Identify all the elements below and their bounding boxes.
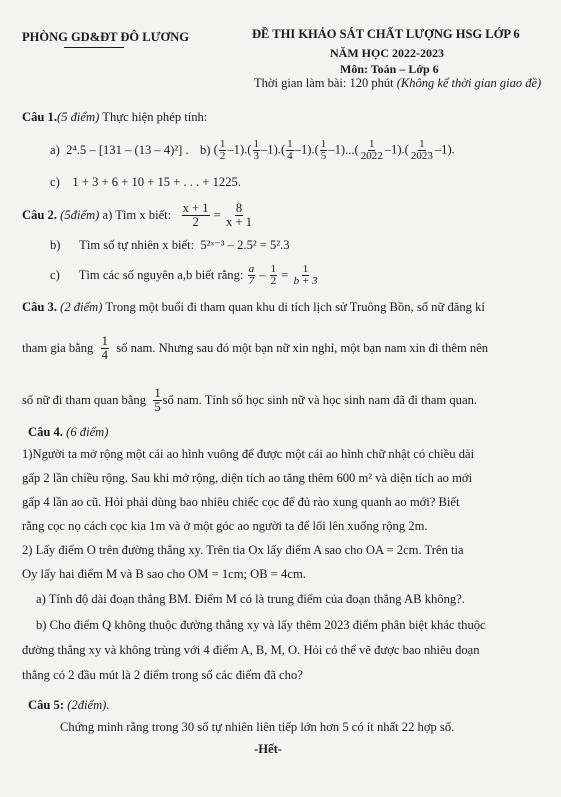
q2-part-c: c) Tìm các số nguyên a,b biết rằng: $\frac{a}{7}$ – $\frac{1}{2}$ = $\frac{1}{b + 3}$ — [50, 262, 318, 287]
subject: Môn: Toán – Lớp 6 — [340, 62, 439, 76]
q3-fraction-2: $\frac{1}{5}$ — [154, 385, 161, 414]
q2-part-b — [50, 237, 290, 253]
q1c-label: c) — [50, 175, 60, 189]
end-marker: -Hết- — [254, 742, 282, 756]
q4-p2-part-a: a) Tính độ dài đoạn thẳng BM. Điểm M có là trung điểm của đoạn thẳng AB không?. — [36, 592, 465, 606]
q1b-term-3: ( $\frac{1}{4}$ –1). — [280, 137, 315, 162]
q2-title: Câu 2. — [22, 207, 57, 222]
department-name: PHÒNG GD&ĐT ĐÔ LƯƠNG — [22, 30, 190, 44]
q4-points: (6 điểm) — [66, 425, 109, 439]
q2a-fraction-left: $\frac{x + 1}{2}$ — [182, 200, 209, 229]
q1-points: (5 điểm) — [57, 110, 100, 124]
q1b-term-4: ( $\frac{1}{5}$ –1) — [314, 137, 346, 162]
q3-fraction-1: $\frac{1}{4}$ — [101, 333, 108, 362]
q3-title: Câu 3. — [22, 300, 57, 314]
q1b-label: b) — [200, 142, 211, 157]
q2c-fraction-3: $\frac{1}{b + 3}$ — [293, 262, 318, 287]
q3-line-2: tham gia bằng $\frac{1}{4}$ số nam. Nhưng sau đó một bạn nữ xin nghỉ, một bạn nam xin đi thêm nên — [22, 333, 489, 362]
q2-points: (5điểm) — [60, 207, 100, 222]
q1b-dots: ... — [345, 142, 355, 157]
q5-points: (2điểm). — [67, 698, 110, 712]
q2b-label: b) — [50, 238, 61, 252]
q1b-term-6: ( $\frac{1}{2023}$ –1). — [404, 137, 455, 162]
time-main: Thời gian làm bài: 120 phút — [254, 76, 394, 90]
q2-heading: Câu 2. (5điểm) a) Tìm x biết: $\frac{x + 1}{2}$ = $\frac{8}{x + 1}$ — [22, 200, 253, 229]
q2a-fraction-right: $\frac{8}{x + 1}$ — [226, 200, 253, 229]
q2b-expression: 5²ˣ⁻³ – 2.5² = 5².3 — [200, 238, 290, 252]
q4-heading — [28, 425, 108, 440]
q4-title: Câu 4. — [28, 425, 63, 439]
q1-intro: Thực hiện phép tính: — [102, 110, 208, 124]
exam-title: ĐỀ THI KHẢO SÁT CHẤT LƯỢNG HSG LỚP 6 — [252, 27, 520, 41]
q4-p2b-line-3: thẳng có 2 đầu mút là 2 điểm trong số các điểm đã cho? — [22, 668, 303, 682]
q5-text: Chứng minh rằng trong 30 số tự nhiên liên tiếp lớn hơn 5 có ít nhất 22 hợp số. — [60, 720, 455, 734]
q2b-text: Tìm số tự nhiên x biết: — [79, 238, 195, 252]
q4-p2-line-2: Oy lấy hai điểm M và B sao cho OM = 1cm; OB = 4cm. — [22, 567, 306, 581]
q1b-term-1: ( $\frac{1}{2}$ –1). — [213, 137, 248, 162]
q1-part-a — [50, 135, 189, 165]
q3-line-3: số nữ đi tham quan bằng $\frac{1}{5}$ số nam. Tính số học sinh nữ và học sinh nam đã đi tham quan. — [22, 385, 478, 414]
q1b-term-5: ( $\frac{1}{2022}$ –1). — [354, 137, 405, 162]
q5-title: Câu 5: — [28, 698, 65, 712]
q1a-label: a) — [50, 142, 60, 157]
q2c-label: c) — [50, 267, 60, 282]
q2c-fraction-1: $\frac{a}{7}$ — [248, 262, 255, 287]
q1-part-b — [200, 135, 455, 165]
school-year: NĂM HỌC 2022-2023 — [330, 46, 444, 60]
q2c-fraction-2: $\frac{1}{2}$ — [270, 262, 277, 287]
q1-heading — [22, 110, 207, 125]
time-allowed — [254, 76, 541, 91]
q4-p1-line-2: gấp 2 lần chiều rộng. Sau khi mở rộng, diện tích ao tăng thêm 600 m² và diện tích ao mới — [22, 471, 473, 485]
q4-p1-line-3: gấp 4 lần ao cũ. Hỏi phải dùng bao nhiêu chiếc cọc để đủ rào xung quanh ao mới? Biết — [22, 495, 460, 509]
q1-title: Câu 1. — [22, 110, 57, 124]
q4-p1-line-1: 1)Người ta mở rộng một cái ao hình vuông để được một cái ao hình chữ nhật có chiều dài — [22, 447, 475, 461]
q3-points: (2 điểm) — [60, 300, 103, 314]
q1c-expression: 1 + 3 + 6 + 10 + 15 + . . . + 1225. — [72, 175, 241, 189]
q4-p2b-line-2: đường thẳng xy và không trùng với 4 điểm A, B, M, O. Hỏi có thể vẽ được bao nhiêu đoạn — [22, 643, 480, 657]
q4-p2b-line-1: b) Cho điểm Q không thuộc đường thẳng xy và lấy thêm 2023 điểm phân biệt khác thuộc — [36, 618, 486, 632]
q1b-term-2: ( $\frac{1}{3}$ –1). — [247, 137, 281, 162]
q2c-text: Tìm các số nguyên a,b biết rằng: — [78, 267, 244, 282]
q1a-expression: 2⁴.5 – [131 – (13 – 4)²] . — [66, 142, 189, 157]
q4-p2-line-1: 2) Lấy điểm O trên đường thẳng xy. Trên tia Ox lấy điểm A sao cho OA = 2cm. Trên tia — [22, 543, 464, 557]
q5-heading — [28, 698, 110, 713]
time-note: (Không kể thời gian giao đề) — [396, 76, 542, 90]
department-underline — [64, 47, 124, 48]
q1-part-c — [50, 175, 241, 190]
q2a-intro: a) Tìm x biết: — [102, 207, 172, 222]
q4-p1-line-4: rằng cọc nọ cách cọc kia 1m và ở một góc ao người ta để lối lên xuống rộng 2m. — [22, 519, 428, 533]
q3-line-1: Câu 3. (2 điểm) Trong một buổi đi tham quan khu di tích lịch sử Truông Bồn, số nữ đăng kí — [22, 300, 485, 314]
